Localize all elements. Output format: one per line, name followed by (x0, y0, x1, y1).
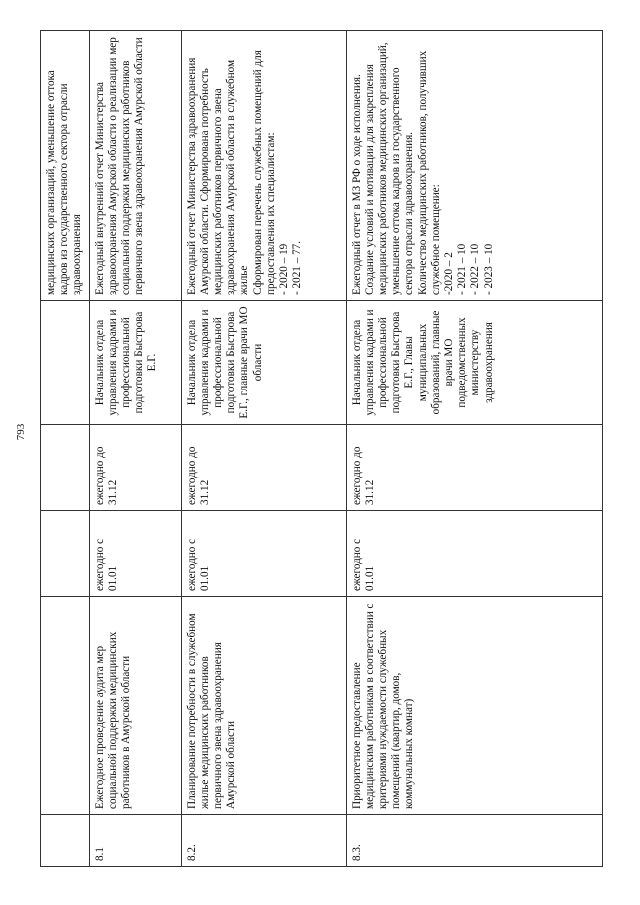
result-line: -2020 – 2 (443, 252, 456, 295)
end-date-cell: ежегодно до 31.12 (181, 425, 346, 511)
page-number: 793 (15, 423, 27, 441)
table-row (181, 31, 346, 867)
responsible-cell (41, 301, 90, 425)
result-cell: медицинских организаций, уменьшение оттока кадров из государственного сектора отрасли здравоохранения (41, 31, 90, 301)
table-row (89, 31, 181, 867)
row-number (41, 815, 90, 867)
result-line: Сформирован перечень служебных помещений для предоставления их специалистам: (251, 50, 277, 295)
row-number: 8.3. (346, 815, 602, 867)
measures-table (40, 30, 603, 867)
activity-cell (41, 597, 90, 815)
activity-cell: Планирование потребности в служебном жилье медицинских работников первичного звена здравоохранения Амурской области (181, 597, 346, 815)
start-date-cell (41, 511, 90, 597)
result-cell (181, 31, 346, 301)
result-line: Количество медицинских работников, получивших служебное помещение: (416, 50, 442, 295)
result-line: - 2021 – 10 (456, 243, 469, 295)
row-number: 8.1 (89, 815, 181, 867)
responsible-cell: Начальник отдела управления кадрами и профессиональной подготовки Быстрова Е.Г., главные врачи МО области (181, 301, 346, 425)
result-line: Ежегодный отчет в МЗ РФ о ходе исполнения. Создание условий и мотивации для закрепления медицинских работников медицинских организаций, уменьшение оттока кадров из государственного сектора отрасли здравоохранения. (350, 42, 416, 295)
end-date-cell (41, 425, 90, 511)
document-table-wrapper (40, 31, 598, 867)
start-date-cell: ежегодно с 01.01 (89, 511, 181, 597)
result-line: - 2021 – 77. (291, 240, 304, 295)
responsible-cell: Начальник отдела управления кадрами и профессиональной подготовки Быстрова Е.Г. (89, 301, 181, 425)
end-date-cell: ежегодно до 31.12 (346, 425, 602, 511)
end-date-cell: ежегодно до 31.12 (89, 425, 181, 511)
activity-cell: Приоритетное предоставление медицинским работникам в соответствии с критериями нуждаемости служебных помещений (квартир, домов, коммунальных комнат) (346, 597, 602, 815)
row-number: 8.2. (181, 815, 346, 867)
result-line: - 2020 – 19 (278, 243, 291, 295)
result-line: - 2022 – 10 (469, 243, 482, 295)
result-cell (346, 31, 602, 301)
result-line: - 2023 – 10 (482, 243, 495, 295)
responsible-cell: Начальник отдела управления кадрами и профессиональной подготовки Быстрова Е.Г., Главы муниципальных образований, главные врачи МО подведомственных министерству здравоохранения (346, 301, 602, 425)
activity-cell: Ежегодное проведение аудита мер социальной поддержки медицинских работников в Амурской области (89, 597, 181, 815)
result-line: Ежегодный отчет Министерства здравоохранения Амурской области. Сформирована потребность медицинских работников первичного звена здравоохранения Амурской области в служебном жилье (185, 57, 251, 295)
start-date-cell: ежегодно с 01.01 (346, 511, 602, 597)
table-row (346, 31, 602, 867)
table-row (41, 31, 90, 867)
start-date-cell: ежегодно с 01.01 (181, 511, 346, 597)
result-cell: Ежегодный внутренний отчет Министерства здравоохранения Амурской области о реализации мер социальной поддержки медицинских работников первичного звена здравоохранения Амурской области (89, 31, 181, 301)
